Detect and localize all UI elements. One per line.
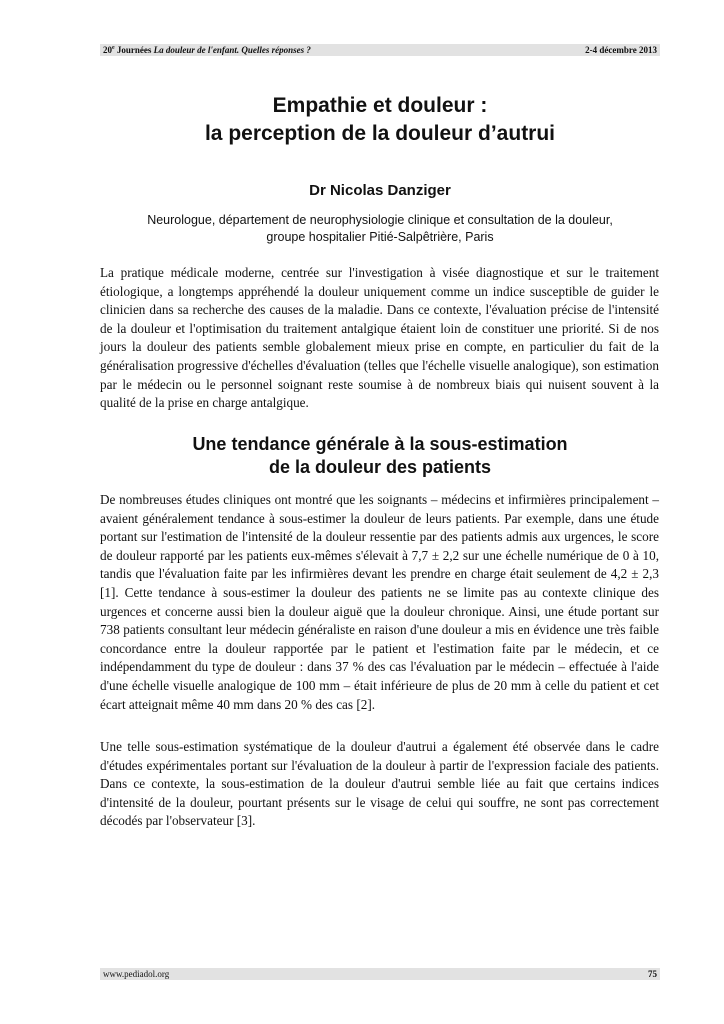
running-header — [100, 44, 660, 56]
article-title-line1: Empathie et douleur : — [272, 94, 488, 117]
article-title-line2: la perception de la douleur d’autrui — [204, 122, 556, 145]
header-dates: 2-4 décembre 2013 — [585, 45, 657, 55]
author-name: Dr Nicolas Danziger — [309, 182, 451, 199]
header-prefix: Journées — [114, 45, 154, 55]
header-ordinal: 20 — [103, 45, 112, 55]
running-footer — [100, 968, 660, 980]
section-heading-line2: de la douleur des patients — [268, 457, 492, 477]
section-heading-line1: Une tendance générale à la sous-estimation — [192, 434, 568, 454]
body-paragraph-2: Une telle sous-estimation systématique de la douleur d'autrui a également été observée dans le cadre d'études expérimentales portant sur l'évaluation de la douleur à partir de l'expression faciale des patients. Dans ce contexte, la sous-estimation de la douleur d'autrui semble liée au fait que certains indices d'intensité de la douleur, pourtant présents sur le visage de celui qui souffre, ne sont pas correctement décodés par l'observateur [3]. — [100, 739, 659, 829]
header-italic-title: La douleur de l'enfant. Quelles réponses ? — [153, 45, 311, 55]
article-title — [100, 92, 660, 148]
section-heading — [100, 433, 660, 479]
body-paragraph-1: De nombreuses études cliniques ont montré que les soignants – médecins et infirmières principalement – avaient généralement tendance à sous-estimer la douleur de leurs patients. Par exemple, dans une étude portant sur l'estimation de l'intensité de la douleur ressentie par des patients admis aux urgences, le score de douleur rapporté par les patients eux-mêmes s'élevait à 7,7 ± 2,2 sur une échelle numérique de 0 à 10, tandis que l'évaluation faite par les infirmières devant les prendre en charge était seulement de 4,2 ± 2,3 [1]. Cette tendance à sous-estimer la douleur des patients ne se limite pas au contexte clinique des urgences et concerne aussi bien la douleur aiguë que la douleur chronique. Ainsi, une étude portant sur 738 patients consultant leur médecin généraliste en raison d'une douleur a mis en évidence une très faible concordance entre la douleur rapportée par le patient et l'estimation faite par le médecin, et ce indépendamment du type de douleur : dans 37 % des cas l'évaluation par le médecin – effectuée à l'aide d'une échelle visuelle analogique de 100 mm – était inférieure de plus de 20 mm à celle du patient et cet écart atteignait même 40 mm dans 20 % des cas [2]. — [100, 492, 659, 712]
affiliation-line2: groupe hospitalier Pitié-Salpêtrière, Paris — [266, 230, 494, 244]
author-affiliation — [100, 212, 660, 246]
header-ordinal-sup: e — [112, 45, 115, 51]
intro-paragraph: La pratique médicale moderne, centrée sur l'investigation à visée diagnostique et sur le traitement étiologique, a longtemps appréhendé la douleur uniquement comme un indice susceptible de guider le clinicien dans sa recherche des causes de la maladie. Dans ce contexte, l'évaluation précise de l'intensité de la douleur et l'optimisation du traitement antalgique étaient loin de constituer une priorité. Si de nos jours la douleur des patients semble globalement mieux prise en compte, en particulier du fait de la généralisation progressive d'échelles d'évaluation (telles que l'échelle visuelle analogique), son estimation par le médecin ou le personnel soignant reste soumise à de nombreux biais qui nuisent souvent à la qualité de la prise en charge antalgique. — [100, 265, 659, 411]
affiliation-line1: Neurologue, département de neurophysiologie clinique et consultation de la douleur, — [147, 213, 613, 227]
footer-website[interactable]: www.pediadol.org — [103, 969, 170, 979]
footer-page-number: 75 — [648, 969, 657, 979]
header-conference — [103, 44, 311, 56]
